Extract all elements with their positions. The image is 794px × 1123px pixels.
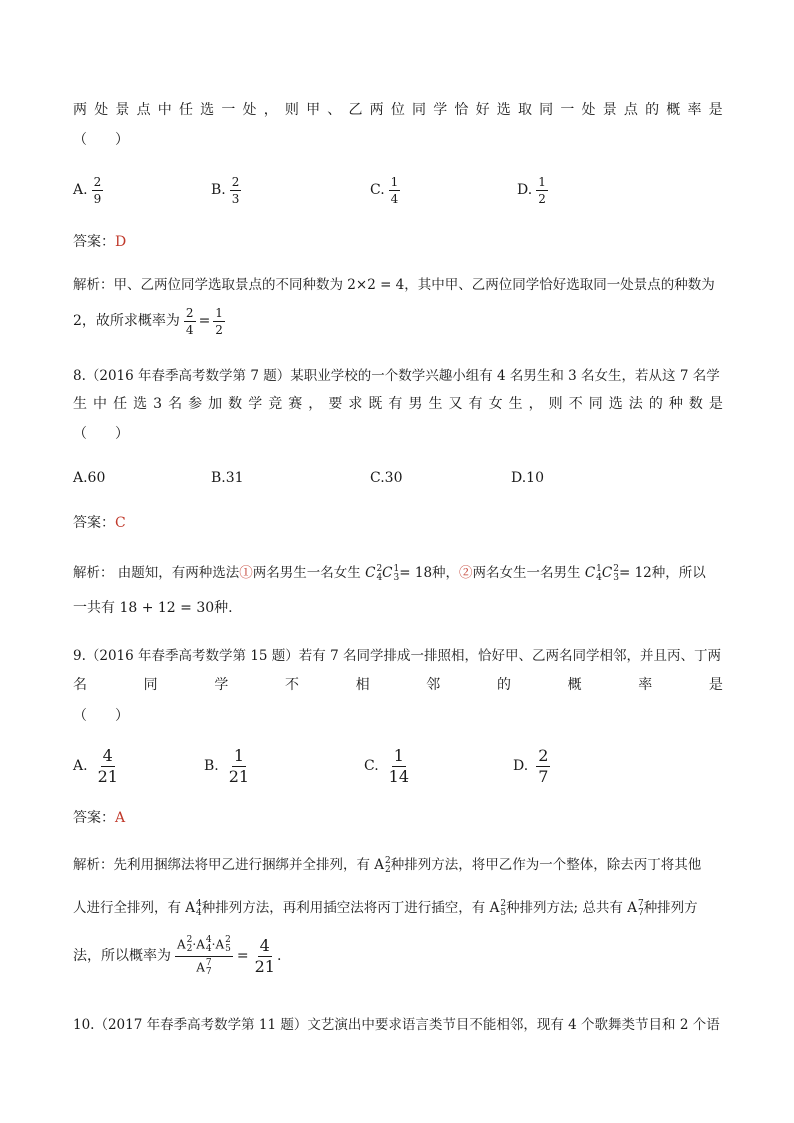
fraction: $\frac{4}{21}$	[97, 745, 118, 786]
stem-char: 不	[284, 677, 299, 693]
stem-char: 概	[567, 677, 582, 693]
fraction: $\frac{1}{14}$	[388, 745, 410, 786]
stem-char: 景	[602, 102, 617, 118]
q8-answer-value: C	[115, 515, 126, 531]
stem-char: 点	[623, 102, 638, 118]
stem-char: 同	[539, 102, 554, 118]
fraction: $\frac{2}{7}$	[538, 745, 549, 786]
fraction: $\frac{2}{9}$	[93, 174, 102, 206]
q7-option-d[interactable]: D. $\frac{1}{2}$	[517, 174, 546, 206]
stem-char: 相	[355, 677, 370, 693]
stem-char: 又	[448, 396, 463, 412]
stem-char: 是	[708, 677, 723, 693]
stem-char: 同	[143, 677, 158, 693]
stem-char: 学	[248, 396, 263, 412]
combination-expr: C 2 4 C 1 3	[365, 563, 400, 583]
stem-char: 女	[488, 396, 503, 412]
stem-char: 处	[94, 102, 109, 118]
q9-analysis-line3: 法，所以概率为 A 2 2 ·A 4 4 ·A 2 5 A 7 7 = $\frac{4}{21}$ .	[73, 934, 282, 977]
stem-char: 的	[496, 677, 511, 693]
q8-options	[73, 456, 723, 500]
q8-paren: （ ）	[73, 426, 129, 442]
q7-analysis-line2: 2，故所求概率为 $\frac{2}{4}$ = $\frac{1}{2}$	[73, 305, 223, 337]
q8-answer: 答案：C	[73, 515, 126, 531]
stem-char: 有	[388, 396, 403, 412]
stem-char: 、	[327, 102, 342, 118]
fraction: $\frac{1}{4}$	[390, 174, 399, 206]
stem-char: 数	[228, 396, 243, 412]
fraction: $\frac{1}{2}$	[215, 305, 223, 337]
stem-char: 恰	[454, 102, 469, 118]
q9-option-c[interactable]: C. $\frac{1}{14}$	[364, 745, 410, 786]
stem-char: ，	[528, 396, 543, 412]
combination-expr: C 1 4 C 2 3	[584, 563, 619, 583]
stem-char: 则	[284, 102, 299, 118]
stem-char: 的	[645, 102, 660, 118]
q7-analysis-line1: 解析：甲、乙两位同学选取景点的不同种数为 2×2 = 4，其中甲、乙两位同学恰好选取同一处景点的种数为	[73, 277, 715, 293]
stem-char: 选	[200, 102, 215, 118]
stem-char: ，	[308, 396, 323, 412]
stem-char: 男	[408, 396, 423, 412]
fraction: $\frac{1}{2}$	[538, 174, 546, 206]
stem-char: ，	[263, 102, 278, 118]
stem-char: 处	[242, 102, 257, 118]
stem-char: 名	[73, 677, 87, 693]
stem-char: 赛	[288, 396, 303, 412]
fraction: $\frac{4}{21}$	[254, 935, 275, 976]
q7-paren: （ ）	[73, 132, 129, 148]
permutation-expr: A 7 7	[627, 898, 644, 918]
q8-option-d[interactable]: D.10	[511, 470, 544, 486]
q7-options	[73, 168, 723, 212]
stem-char: 同	[412, 102, 426, 118]
q9-option-b[interactable]: B. $\frac{1}{21}$	[204, 745, 250, 786]
q7-option-a[interactable]: A. $\frac{2}{9}$	[73, 174, 102, 206]
q8-option-b[interactable]: B.31	[211, 470, 244, 486]
fraction: $\frac{2}{3}$	[231, 174, 240, 206]
stem-char: 概	[666, 102, 681, 118]
fraction: $\frac{2}{4}$	[185, 305, 194, 337]
q8-analysis-line2: 一共有 18 + 12 = 30种.	[73, 600, 233, 616]
stem-char: 名	[168, 396, 183, 412]
stem-char: 要	[328, 396, 343, 412]
stem-char: 一	[560, 102, 575, 118]
q8-option-c[interactable]: C.30	[370, 470, 403, 486]
q7-answer: 答案：D	[73, 234, 127, 250]
stem-char: 选	[133, 396, 148, 412]
q9-stem-line1: 9.（2016 年春季高考数学第 15 题）若有 7 名同学排成一排照相，恰好甲、乙两名同学相邻，并且丙、丁两	[73, 648, 721, 664]
stem-char: 的	[648, 396, 663, 412]
q7-answer-value: D	[115, 234, 127, 250]
stem-char: 两	[369, 102, 384, 118]
stem-char: 处	[581, 102, 596, 118]
stem-char: 数	[688, 396, 703, 412]
stem-char: 取	[517, 102, 532, 118]
q9-answer: 答案：A	[73, 810, 126, 826]
q8-stem-line1: 8.（2016 年春季高考数学第 7 题）某职业学校的一个数学兴趣小组有 4 名男生和 3 名女生，若从这 7 名学	[73, 368, 720, 384]
q9-stem-line2	[73, 675, 723, 695]
q9-answer-value: A	[115, 810, 126, 826]
stem-char: 求	[348, 396, 363, 412]
stem-char: 生	[428, 396, 443, 412]
stem-char: 中	[157, 102, 172, 118]
stem-char: 同	[588, 396, 603, 412]
stem-char: 生	[73, 396, 87, 412]
stem-char: 好	[475, 102, 490, 118]
stem-char: 两	[73, 102, 87, 118]
q8-option-a[interactable]: A.60	[73, 470, 106, 486]
stem-char: 中	[93, 396, 108, 412]
q7-option-b[interactable]: B. $\frac{2}{3}$	[211, 174, 240, 206]
stem-char: 法	[628, 396, 643, 412]
probability-fraction: A 2 2 ·A 4 4 ·A 2 5 A 7 7	[177, 934, 231, 977]
stem-char: 任	[178, 102, 193, 118]
stem-char: 选	[496, 102, 511, 118]
q9-analysis-line2: 人进行全排列，有 A 4 4 种排列方法，再利用插空法将丙丁进行插空，有 A 2 5 种排列方法; 总共有 A 7 7 种排列方	[73, 898, 698, 918]
stem-char: 不	[568, 396, 583, 412]
stem-char: 生	[508, 396, 523, 412]
stem-char: 竞	[268, 396, 283, 412]
q9-paren: （ ）	[73, 708, 129, 724]
stem-char: 种	[668, 396, 683, 412]
q9-option-a[interactable]: A. $\frac{4}{21}$	[73, 745, 118, 786]
stem-char: 率	[687, 102, 702, 118]
stem-char: 邻	[426, 677, 441, 693]
stem-char: 任	[113, 396, 128, 412]
fraction: $\frac{1}{21}$	[228, 745, 250, 786]
stem-char: 选	[608, 396, 623, 412]
permutation-expr: A 4 4	[185, 898, 202, 918]
stem-char: 点	[136, 102, 151, 118]
stem-char: 学	[214, 677, 229, 693]
q9-option-d[interactable]: D. $\frac{2}{7}$	[513, 745, 549, 786]
stem-char: 景	[115, 102, 130, 118]
stem-char: 一	[221, 102, 236, 118]
stem-char: 学	[433, 102, 448, 118]
stem-char: 率	[638, 677, 653, 693]
q7-option-c[interactable]: C. $\frac{1}{4}$	[370, 174, 399, 206]
stem-char: 是	[708, 102, 723, 118]
q7-stem-line1	[73, 100, 723, 120]
stem-char: 则	[548, 396, 563, 412]
q8-analysis-line1: 解析： 由题知，有两种选法①两名男生一名女生 C 2 4 C 1 3 = 18种，②两名女生一名男生 C 1 4 C 2 3 = 12种，所以	[73, 563, 706, 583]
stem-char: 位	[390, 102, 405, 118]
stem-char: 加	[208, 396, 223, 412]
stem-char: 乙	[348, 102, 363, 118]
stem-char: 是	[708, 396, 723, 412]
stem-char: 有	[468, 396, 483, 412]
permutation-expr: A 2 5	[489, 898, 507, 918]
q8-stem-line2	[73, 394, 723, 414]
q9-analysis-line1: 解析：先利用捆绑法将甲乙进行捆绑并全排列，有 A 2 2 种排列方法，将甲乙作为一个整体，除去丙丁将其他	[73, 855, 702, 875]
stem-char: 既	[368, 396, 383, 412]
stem-char: 3	[153, 396, 163, 412]
stem-char: 参	[188, 396, 203, 412]
permutation-expr: A 2 2	[374, 855, 391, 875]
q10-stem-line1: 10.（2017 年春季高考数学第 11 题）文艺演出中要求语言类节目不能相邻，现有 4 个歌舞类节目和 2 个语	[73, 1017, 720, 1033]
q9-options	[73, 744, 723, 788]
stem-char: 甲	[306, 102, 321, 118]
